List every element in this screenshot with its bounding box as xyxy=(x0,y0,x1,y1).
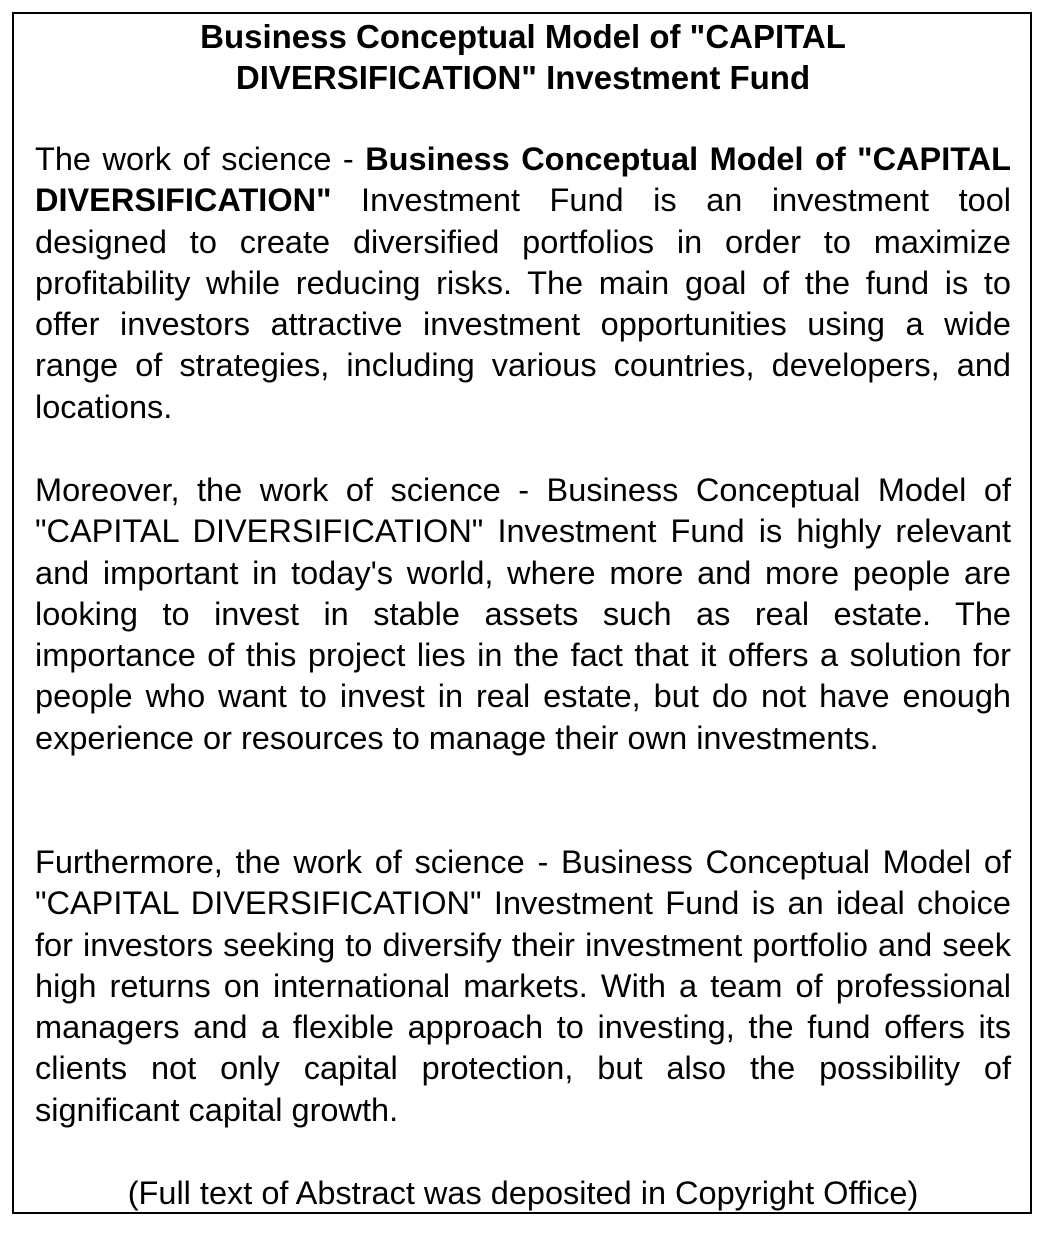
paragraph-1-body: Investment Fund is an investment tool designed to create diversified portfolios in order to maximize profitability while reducing risks. The main goal of the fund is to offer investors attractive investment opportunities using a wide range of strategies, including various countries, developers, and locations. xyxy=(35,182,1011,425)
paragraph-1 xyxy=(35,139,1011,428)
document-title: Business Conceptual Model of "CAPITAL DIVERSIFICATION" Investment Fund xyxy=(200,18,846,96)
paragraph-3: Furthermore, the work of science - Business Conceptual Model of "CAPITAL DIVERSIFICATION" Investment Fund is an ideal choice for investors seeking to diversify their investment portfolio and seek high returns on international markets. With a team of professional managers and a flexible approach to investing, the fund offers its clients not only capital protection, but also the possibility of significant capital growth. xyxy=(35,844,1011,1128)
paragraph-1-bold-title: Business Conceptual Model of "CAPITAL DIVERSIFICATION" xyxy=(35,141,1011,219)
paragraph-2: Moreover, the work of science - Business Conceptual Model of "CAPITAL DIVERSIFICATION" Investment Fund is highly relevant and important in today's world, where more and more people are looking to invest in stable assets such as real estate. The importance of this project lies in the fact that it offers a solution for people who want to invest in real estate, but do not have enough experience or resources to manage their own investments. xyxy=(35,472,1011,756)
footer-note: (Full text of Abstract was deposited in Copyright Office) xyxy=(127,1175,919,1211)
paragraph-1-lead: The work of science - xyxy=(35,141,366,177)
